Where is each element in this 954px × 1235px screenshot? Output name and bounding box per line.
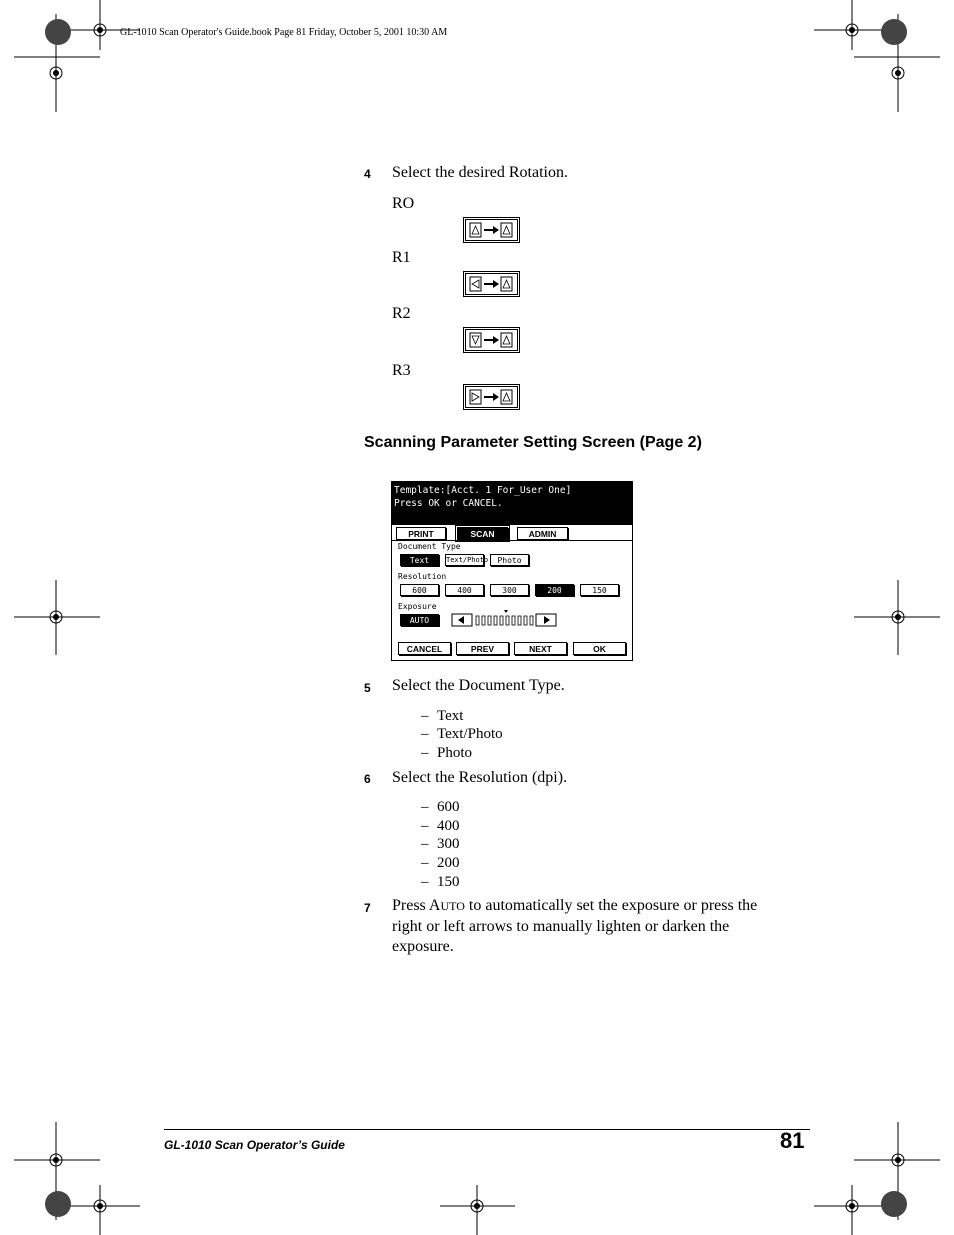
list-item: – 200 (421, 855, 460, 871)
print-header: GL-1010 Scan Operator's Guide.book Page 81 Friday, October 5, 2001 10:30 AM (120, 27, 448, 38)
rotation-label-r1: R1 (392, 249, 411, 266)
resolution-150-button[interactable]: 150 (580, 584, 619, 596)
doc-type-textphoto-button[interactable]: Text/Photo (446, 556, 489, 564)
cancel-button[interactable]: CANCEL (398, 642, 451, 655)
rotation-r3-icon (463, 384, 520, 410)
exposure-slider[interactable] (451, 609, 561, 629)
step-number: 5 (364, 681, 371, 695)
page-number: 81 (780, 1128, 805, 1153)
step-number: 6 (364, 772, 371, 786)
next-button[interactable]: NEXT (514, 642, 567, 655)
prev-button[interactable]: PREV (456, 642, 509, 655)
step-number: 4 (364, 167, 371, 181)
section-title: Scanning Parameter Setting Screen (Page 2) (364, 434, 702, 451)
step-text: Select the Resolution (dpi). (392, 769, 568, 786)
footer-title: GL-1010 Scan Operator’s Guide (164, 1138, 345, 1152)
resolution-600-button[interactable]: 600 (400, 584, 439, 596)
resolution-300-button[interactable]: 300 (490, 584, 529, 596)
list-item: – 400 (421, 818, 460, 834)
list-item: – Text (421, 708, 464, 724)
doc-type-text-button[interactable]: Text (400, 554, 439, 566)
rotation-label-r3: R3 (392, 362, 411, 379)
rotation-r0-icon (463, 217, 520, 243)
lcd-instruction-line: Press OK or CANCEL. (394, 498, 503, 509)
step-text: Press AUTO to automatically set the exposure or press the right or left arrows to manually lighten or darken the exposure. (392, 897, 758, 955)
resolution-label: Resolution (398, 572, 447, 581)
doc-type-photo-button[interactable]: Photo (490, 554, 529, 566)
list-item: – 150 (421, 874, 460, 890)
resolution-400-button[interactable]: 400 (445, 584, 484, 596)
list-item: – 600 (421, 799, 460, 815)
list-item: – 300 (421, 836, 460, 852)
exposure-label: Exposure (398, 602, 437, 611)
rotation-label-r0: RO (392, 195, 415, 212)
document-type-label: Document Type (398, 542, 461, 551)
step-text: Select the desired Rotation. (392, 164, 568, 181)
rotation-label-r2: R2 (392, 305, 411, 322)
lcd-screen (391, 481, 633, 661)
rotation-r1-icon (463, 271, 520, 297)
lcd-template-line: Template:[Acct. 1 For_User One] (394, 485, 572, 496)
ok-button[interactable]: OK (573, 642, 626, 655)
list-item: – Text/Photo (421, 726, 503, 742)
exposure-auto-button[interactable]: AUTO (400, 614, 439, 626)
resolution-200-button[interactable]: 200 (535, 584, 574, 596)
tab-divider (392, 540, 632, 541)
tab-admin[interactable]: ADMIN (517, 527, 568, 540)
step-text: Select the Document Type. (392, 677, 565, 694)
step-number: 7 (364, 901, 371, 915)
rotation-r2-icon (463, 327, 520, 353)
footer-rule (164, 1129, 810, 1130)
tab-scan[interactable]: SCAN (457, 527, 508, 540)
list-item: – Photo (421, 745, 473, 761)
tab-print[interactable]: PRINT (396, 527, 446, 540)
lcd-message (392, 482, 632, 525)
